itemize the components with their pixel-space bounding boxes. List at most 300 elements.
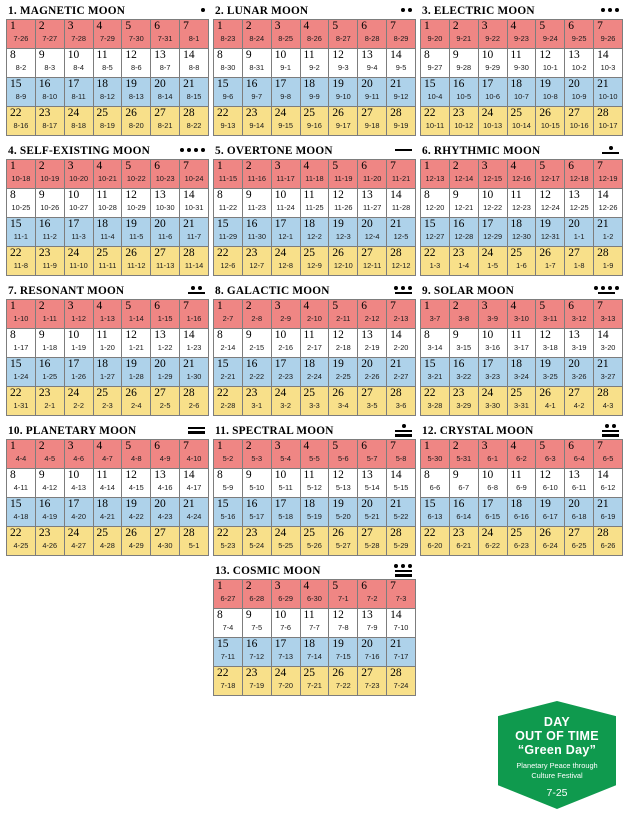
day-cell[interactable] [507,358,536,387]
day-cell[interactable] [214,49,243,78]
day-cell[interactable] [271,329,300,358]
day-cell[interactable] [536,469,565,498]
day-cell[interactable] [421,49,450,78]
day-cell[interactable] [271,667,300,696]
day-cell[interactable] [93,20,122,49]
day-cell[interactable] [151,358,180,387]
day-cell[interactable] [329,387,358,416]
day-cell[interactable] [594,218,623,247]
day-cell[interactable] [180,329,209,358]
day-cell[interactable] [329,527,358,556]
day-cell[interactable] [151,20,180,49]
day-cell[interactable] [35,498,64,527]
day-cell[interactable] [151,49,180,78]
day-cell[interactable] [329,358,358,387]
day-cell[interactable] [536,49,565,78]
day-cell[interactable] [329,247,358,276]
day-cell[interactable] [300,527,329,556]
day-cell[interactable] [536,189,565,218]
day-cell[interactable] [358,78,387,107]
day-cell[interactable] [358,49,387,78]
day-cell[interactable] [122,440,151,469]
day-cell[interactable] [478,49,507,78]
day-cell[interactable] [387,78,416,107]
day-cell[interactable] [151,329,180,358]
day-cell[interactable] [478,189,507,218]
day-cell[interactable] [242,469,271,498]
day-cell[interactable] [507,78,536,107]
day-cell[interactable] [242,189,271,218]
day-cell[interactable] [35,300,64,329]
day-cell[interactable] [421,329,450,358]
day-cell[interactable] [387,358,416,387]
day-cell[interactable] [180,247,209,276]
day-cell[interactable] [242,247,271,276]
day-cell[interactable] [7,440,36,469]
day-cell[interactable] [64,218,93,247]
day-cell[interactable] [300,358,329,387]
day-cell[interactable] [421,300,450,329]
day-cell[interactable] [214,107,243,136]
day-cell[interactable] [536,160,565,189]
day-cell[interactable] [387,387,416,416]
day-cell[interactable] [300,638,329,667]
day-cell[interactable] [565,20,594,49]
day-cell[interactable] [93,469,122,498]
day-cell[interactable] [329,78,358,107]
day-cell[interactable] [536,107,565,136]
day-cell[interactable] [35,247,64,276]
day-cell[interactable] [271,218,300,247]
day-cell[interactable] [300,469,329,498]
day-cell[interactable] [122,300,151,329]
day-cell[interactable] [7,218,36,247]
day-cell[interactable] [329,609,358,638]
day-cell[interactable] [35,387,64,416]
day-cell[interactable] [449,498,478,527]
day-cell[interactable] [449,358,478,387]
day-cell[interactable] [122,20,151,49]
day-cell[interactable] [7,20,36,49]
day-cell[interactable] [7,49,36,78]
day-cell[interactable] [329,329,358,358]
day-cell[interactable] [565,527,594,556]
day-cell[interactable] [478,469,507,498]
day-cell[interactable] [122,498,151,527]
day-cell[interactable] [35,160,64,189]
day-cell[interactable] [300,609,329,638]
day-cell[interactable] [387,440,416,469]
day-cell[interactable] [536,20,565,49]
day-cell[interactable] [122,247,151,276]
day-cell[interactable] [7,387,36,416]
day-cell[interactable] [358,107,387,136]
day-cell[interactable] [35,189,64,218]
day-cell[interactable] [214,498,243,527]
day-cell[interactable] [449,300,478,329]
day-cell[interactable] [93,329,122,358]
day-cell[interactable] [536,218,565,247]
day-cell[interactable] [478,387,507,416]
day-cell[interactable] [449,469,478,498]
day-cell[interactable] [242,527,271,556]
day-cell[interactable] [271,160,300,189]
day-cell[interactable] [478,20,507,49]
day-cell[interactable] [7,247,36,276]
day-cell[interactable] [242,580,271,609]
day-cell[interactable] [421,527,450,556]
day-cell[interactable] [180,107,209,136]
day-cell[interactable] [180,218,209,247]
day-cell[interactable] [507,189,536,218]
day-cell[interactable] [214,469,243,498]
day-cell[interactable] [421,160,450,189]
day-cell[interactable] [565,189,594,218]
day-cell[interactable] [387,580,416,609]
day-cell[interactable] [300,49,329,78]
day-cell[interactable] [151,189,180,218]
day-cell[interactable] [358,247,387,276]
day-cell[interactable] [329,440,358,469]
day-cell[interactable] [594,469,623,498]
day-cell[interactable] [93,300,122,329]
day-cell[interactable] [271,580,300,609]
day-cell[interactable] [449,329,478,358]
day-cell[interactable] [271,78,300,107]
day-cell[interactable] [536,329,565,358]
day-cell[interactable] [478,247,507,276]
day-cell[interactable] [565,300,594,329]
day-cell[interactable] [565,160,594,189]
day-cell[interactable] [7,527,36,556]
day-cell[interactable] [151,527,180,556]
day-cell[interactable] [387,498,416,527]
day-cell[interactable] [242,440,271,469]
day-cell[interactable] [242,609,271,638]
day-cell[interactable] [122,107,151,136]
day-cell[interactable] [449,160,478,189]
day-cell[interactable] [594,160,623,189]
day-cell[interactable] [536,358,565,387]
day-cell[interactable] [180,527,209,556]
day-cell[interactable] [594,527,623,556]
day-cell[interactable] [565,78,594,107]
day-cell[interactable] [387,638,416,667]
day-cell[interactable] [64,160,93,189]
day-cell[interactable] [594,78,623,107]
day-cell[interactable] [7,160,36,189]
day-cell[interactable] [300,189,329,218]
day-cell[interactable] [64,358,93,387]
day-cell[interactable] [387,20,416,49]
day-cell[interactable] [180,469,209,498]
day-cell[interactable] [300,107,329,136]
day-cell[interactable] [214,20,243,49]
day-cell[interactable] [387,189,416,218]
day-cell[interactable] [329,160,358,189]
day-cell[interactable] [7,189,36,218]
day-cell[interactable] [122,78,151,107]
day-cell[interactable] [507,107,536,136]
day-cell[interactable] [300,218,329,247]
day-cell[interactable] [421,218,450,247]
day-cell[interactable] [35,107,64,136]
day-cell[interactable] [594,300,623,329]
day-cell[interactable] [536,78,565,107]
day-cell[interactable] [594,440,623,469]
day-cell[interactable] [180,20,209,49]
day-cell[interactable] [507,527,536,556]
day-cell[interactable] [271,107,300,136]
day-cell[interactable] [35,218,64,247]
day-cell[interactable] [122,469,151,498]
day-cell[interactable] [421,247,450,276]
day-cell[interactable] [449,49,478,78]
day-cell[interactable] [93,107,122,136]
day-cell[interactable] [271,358,300,387]
day-cell[interactable] [214,329,243,358]
day-cell[interactable] [271,387,300,416]
day-cell[interactable] [300,329,329,358]
day-cell[interactable] [271,189,300,218]
day-cell[interactable] [387,469,416,498]
day-cell[interactable] [242,358,271,387]
day-cell[interactable] [536,440,565,469]
day-cell[interactable] [93,498,122,527]
day-cell[interactable] [421,20,450,49]
day-cell[interactable] [93,189,122,218]
day-cell[interactable] [93,160,122,189]
day-cell[interactable] [271,49,300,78]
day-cell[interactable] [242,107,271,136]
day-cell[interactable] [449,247,478,276]
day-cell[interactable] [300,440,329,469]
day-cell[interactable] [7,300,36,329]
day-cell[interactable] [358,329,387,358]
day-cell[interactable] [449,440,478,469]
day-cell[interactable] [214,358,243,387]
day-cell[interactable] [358,189,387,218]
day-cell[interactable] [122,189,151,218]
day-cell[interactable] [565,440,594,469]
day-cell[interactable] [122,49,151,78]
day-cell[interactable] [387,329,416,358]
day-cell[interactable] [536,527,565,556]
day-cell[interactable] [594,387,623,416]
day-cell[interactable] [478,440,507,469]
day-cell[interactable] [358,160,387,189]
day-cell[interactable] [242,387,271,416]
day-cell[interactable] [122,329,151,358]
day-cell[interactable] [478,527,507,556]
day-cell[interactable] [271,300,300,329]
day-cell[interactable] [358,218,387,247]
day-cell[interactable] [93,247,122,276]
day-cell[interactable] [242,49,271,78]
day-cell[interactable] [565,358,594,387]
day-cell[interactable] [93,78,122,107]
day-cell[interactable] [214,247,243,276]
day-cell[interactable] [214,160,243,189]
day-cell[interactable] [358,667,387,696]
day-cell[interactable] [122,160,151,189]
day-cell[interactable] [214,440,243,469]
day-cell[interactable] [151,440,180,469]
day-cell[interactable] [180,387,209,416]
day-cell[interactable] [7,498,36,527]
day-cell[interactable] [421,189,450,218]
day-cell[interactable] [594,20,623,49]
day-cell[interactable] [180,498,209,527]
day-cell[interactable] [214,387,243,416]
day-cell[interactable] [478,329,507,358]
day-cell[interactable] [594,329,623,358]
day-cell[interactable] [478,160,507,189]
day-cell[interactable] [421,78,450,107]
day-cell[interactable] [478,107,507,136]
day-cell[interactable] [64,300,93,329]
day-cell[interactable] [64,498,93,527]
day-cell[interactable] [122,218,151,247]
day-cell[interactable] [387,160,416,189]
day-cell[interactable] [35,49,64,78]
day-cell[interactable] [329,667,358,696]
day-cell[interactable] [300,247,329,276]
day-cell[interactable] [358,440,387,469]
day-cell[interactable] [329,107,358,136]
day-cell[interactable] [421,358,450,387]
day-cell[interactable] [478,218,507,247]
day-cell[interactable] [93,440,122,469]
day-cell[interactable] [242,160,271,189]
day-cell[interactable] [329,638,358,667]
day-cell[interactable] [64,469,93,498]
day-cell[interactable] [421,387,450,416]
day-cell[interactable] [594,498,623,527]
day-cell[interactable] [64,189,93,218]
day-cell[interactable] [421,107,450,136]
day-cell[interactable] [358,469,387,498]
day-cell[interactable] [565,387,594,416]
day-cell[interactable] [64,329,93,358]
day-cell[interactable] [122,387,151,416]
day-cell[interactable] [536,498,565,527]
day-cell[interactable] [387,247,416,276]
day-cell[interactable] [214,609,243,638]
day-cell[interactable] [242,218,271,247]
day-cell[interactable] [242,329,271,358]
day-cell[interactable] [507,387,536,416]
day-cell[interactable] [387,218,416,247]
day-cell[interactable] [329,469,358,498]
day-cell[interactable] [214,189,243,218]
day-cell[interactable] [122,527,151,556]
day-cell[interactable] [271,609,300,638]
day-cell[interactable] [536,247,565,276]
day-cell[interactable] [358,609,387,638]
day-cell[interactable] [93,527,122,556]
day-cell[interactable] [242,300,271,329]
day-cell[interactable] [35,20,64,49]
day-cell[interactable] [594,247,623,276]
day-cell[interactable] [151,300,180,329]
day-cell[interactable] [449,189,478,218]
day-cell[interactable] [358,387,387,416]
day-cell[interactable] [565,469,594,498]
day-cell[interactable] [64,247,93,276]
day-cell[interactable] [329,498,358,527]
day-cell[interactable] [93,218,122,247]
day-cell[interactable] [300,498,329,527]
day-cell[interactable] [536,387,565,416]
day-cell[interactable] [180,358,209,387]
day-cell[interactable] [64,20,93,49]
day-cell[interactable] [242,498,271,527]
day-cell[interactable] [271,440,300,469]
day-cell[interactable] [35,440,64,469]
day-cell[interactable] [93,387,122,416]
day-cell[interactable] [35,358,64,387]
day-cell[interactable] [300,580,329,609]
day-cell[interactable] [64,49,93,78]
day-cell[interactable] [214,527,243,556]
day-cell[interactable] [478,358,507,387]
day-cell[interactable] [271,638,300,667]
day-cell[interactable] [214,78,243,107]
day-cell[interactable] [151,498,180,527]
day-cell[interactable] [387,609,416,638]
day-cell[interactable] [35,78,64,107]
day-cell[interactable] [507,218,536,247]
day-cell[interactable] [64,78,93,107]
day-cell[interactable] [449,387,478,416]
day-cell[interactable] [594,49,623,78]
day-cell[interactable] [358,300,387,329]
day-cell[interactable] [180,160,209,189]
day-cell[interactable] [387,300,416,329]
day-cell[interactable] [449,107,478,136]
day-cell[interactable] [64,107,93,136]
day-cell[interactable] [242,78,271,107]
day-cell[interactable] [300,300,329,329]
day-cell[interactable] [358,527,387,556]
day-cell[interactable] [565,247,594,276]
day-cell[interactable] [242,20,271,49]
day-cell[interactable] [180,440,209,469]
day-cell[interactable] [565,498,594,527]
day-cell[interactable] [565,218,594,247]
day-cell[interactable] [507,160,536,189]
day-cell[interactable] [151,107,180,136]
day-cell[interactable] [35,329,64,358]
day-cell[interactable] [300,667,329,696]
day-cell[interactable] [478,498,507,527]
day-cell[interactable] [594,358,623,387]
day-cell[interactable] [565,107,594,136]
day-cell[interactable] [180,78,209,107]
day-cell[interactable] [7,78,36,107]
day-cell[interactable] [151,469,180,498]
day-cell[interactable] [151,247,180,276]
day-cell[interactable] [7,107,36,136]
day-cell[interactable] [180,300,209,329]
day-cell[interactable] [358,638,387,667]
day-cell[interactable] [300,20,329,49]
day-cell[interactable] [151,218,180,247]
day-cell[interactable] [64,527,93,556]
day-cell[interactable] [329,20,358,49]
day-cell[interactable] [271,20,300,49]
